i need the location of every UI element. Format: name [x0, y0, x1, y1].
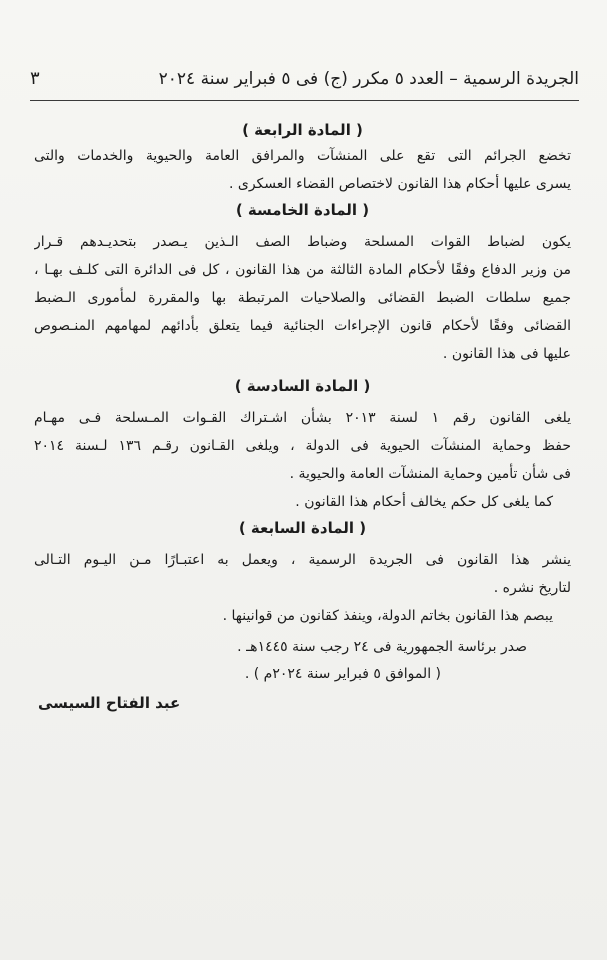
article-5-line: يكون لضباط القوات المسلحة وضباط الصف الـذين يـصدر بتحديـدهم قـرار	[34, 234, 571, 250]
article-5-line: القضائى وفقًا لأحكام قانون الإجراءات الجنائية فيما يتعلق بأدائهم لمهامهم المنـصوص	[34, 318, 571, 334]
article-4-text	[34, 142, 571, 198]
article-7-line: لتاريخ نشره .	[493, 580, 571, 596]
article-7-text	[34, 546, 571, 630]
article-5-line: من وزير الدفاع وفقًا لأحكام المادة الثالثة من هذا القانون ، كل فى الدائرة التى كلـف بهـا ،	[34, 262, 571, 278]
gregorian-date: ( الموافق ٥ فبراير سنة ٢٠٢٤م ) .	[244, 666, 441, 682]
article-4-line: تخضع الجرائم التى تقع على المنشآت والمرافق العامة والحيوية والخدمات والتى	[34, 148, 571, 164]
article-7-line: ينشر هذا القانون فى الجريدة الرسمية ، ويعمل به اعتبـارًا مـن اليـوم التـالى	[34, 552, 571, 568]
president-name: عبد الفتاح السيسى	[38, 694, 181, 712]
page-header	[30, 62, 579, 96]
article-4-line: يسرى عليها أحكام هذا القانون لاختصاص القضاء العسكرى .	[228, 176, 571, 192]
president-signature	[34, 694, 571, 712]
article-6-line: حفظ وحماية المنشآت الحيوية فى الدولة ، ويلغى القـانون رقـم ١٣٦ لـسنة ٢٠١٤	[34, 438, 571, 454]
article-5-line: جميع سلطات الضبط القضائى والصلاحيات المرتبطة بها والمقررة لمأمورى الـضبط	[34, 290, 571, 306]
header-divider	[30, 100, 579, 101]
signature-block	[34, 634, 571, 712]
article-6-line: يلغى القانون رقم ١ لسنة ٢٠١٣ بشأن اشـتراك القـوات المـسلحة فـى مهـام	[34, 410, 571, 426]
page-number: ٣	[30, 68, 40, 89]
article-5-line: عليها فى هذا القانون .	[442, 346, 571, 362]
document-body	[34, 118, 571, 712]
article-7-heading: ( المادة السابعة )	[238, 519, 367, 537]
article-5-heading: ( المادة الخامسة )	[235, 201, 370, 219]
article-4-heading: ( المادة الرابعة )	[242, 121, 363, 139]
article-6-text	[34, 404, 571, 516]
gazette-title: الجريدة الرسمية – العدد ٥ مكرر (ج) فى ٥ فبراير سنة ٢٠٢٤	[158, 69, 579, 89]
article-7-extra: يبصم هذا القانون بخاتم الدولة، وينفذ كقانون من قوانينها .	[222, 608, 553, 624]
article-6-extra: كما يلغى كل حكم يخالف أحكام هذا القانون .	[295, 494, 553, 510]
issued-date: صدر برئاسة الجمهورية فى ٢٤ رجب سنة ١٤٤٥هـ .	[237, 639, 527, 655]
article-5-text	[34, 228, 571, 368]
article-6-line: فى شأن تأمين وحماية المنشآت العامة والحيوية .	[289, 466, 571, 482]
article-6-heading: ( المادة السادسة )	[234, 377, 371, 395]
